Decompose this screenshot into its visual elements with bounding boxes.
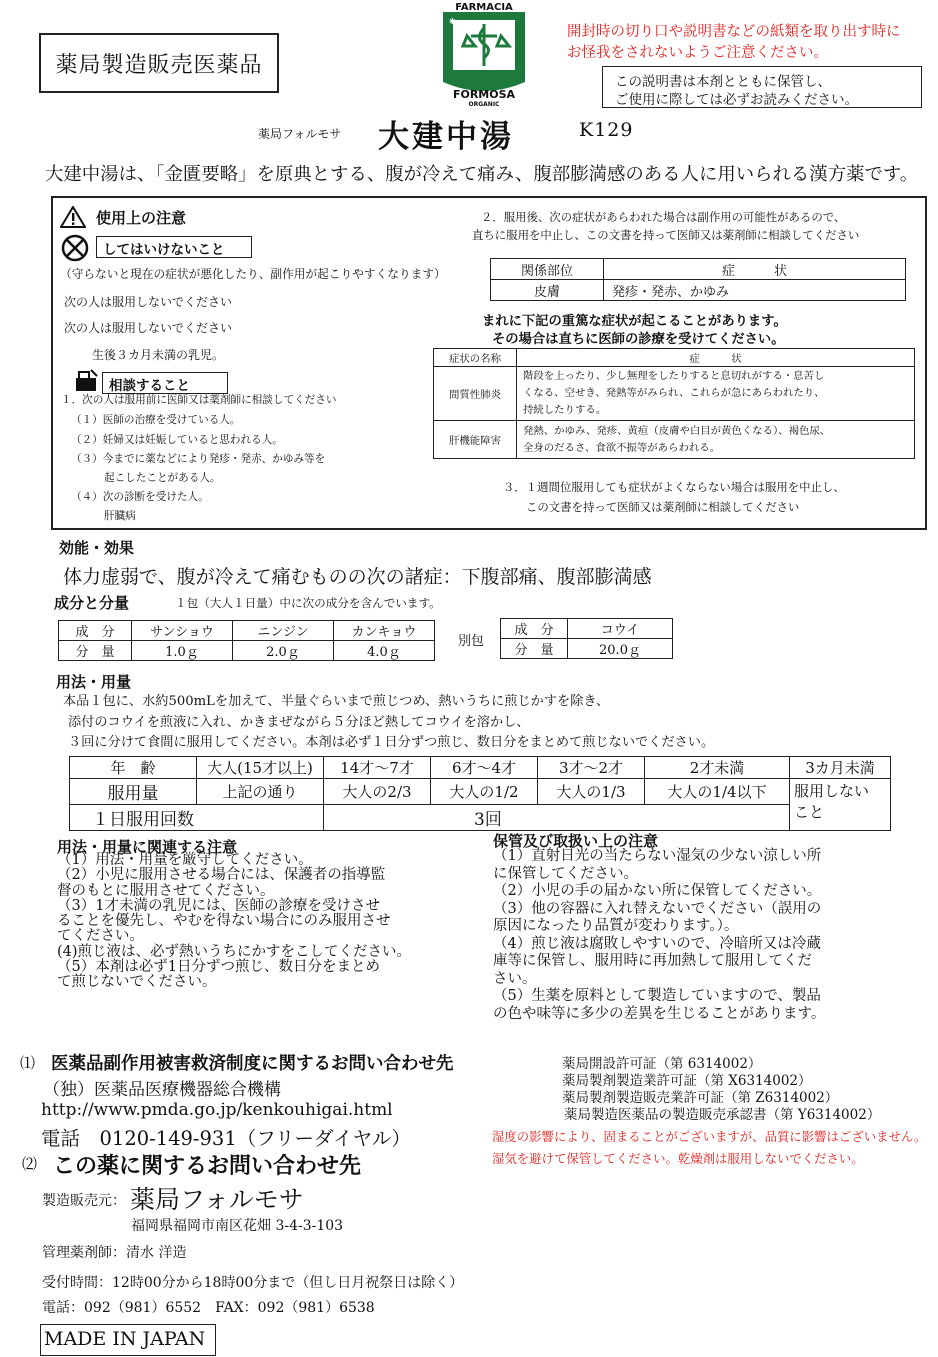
storage-line: の色や味等に多少の差異を生じることがあります。 [493, 1005, 826, 1022]
separate-ingredient-header: 成 分 [501, 619, 568, 639]
storage-line: に保管してください。 [493, 865, 638, 882]
serious-header-name: 症状の名称 [434, 349, 517, 367]
ingredient-amount: 2.0ｇ [233, 641, 334, 661]
license-line: 薬局製剤製造販売業許可証（第 Z6314002） [562, 1090, 839, 1106]
category-label-box [39, 33, 279, 93]
license-line: 薬局開設許可証（第 6314002） [562, 1056, 762, 1072]
phone-fax: 電話：092（981）6552 FAX：092（981）6538 [42, 1300, 375, 1316]
rare-warning-2: その場合は直ちに医師の診療を受けてください。 [492, 332, 785, 347]
dose-cell: 大人の1/3 [538, 779, 645, 805]
amount-header: 分 量 [59, 641, 132, 661]
ingredients-note: １包（大人１日量）中に次の成分を含んでいます。 [175, 596, 441, 610]
serious-row-1-line: くなる、空せき、発熱等がみられ、これらが急にあらわれたり、 [523, 387, 825, 399]
relief-tel: 電話 0120-149-931（フリーダイヤル） [41, 1127, 411, 1150]
serious-row-1-symptom [517, 367, 915, 421]
product-code: K129 [579, 119, 634, 141]
dosage-note-line: （3）1才未満の乳児には、医師の診療を受けさせ [57, 897, 380, 914]
opening-warning-line-1: 開封時の切り口や説明書などの紙類を取り出す時に [567, 24, 901, 40]
consult-icon [74, 368, 100, 392]
prohibited-label-box [96, 236, 252, 258]
dosage-note-line: て煎じないでください。 [57, 974, 217, 991]
age-col: 3才～2才 [538, 757, 645, 779]
dose-cell: 大人の1/4以下 [645, 779, 790, 805]
dosage-notes-title: 用法・用量に関連する注意 [57, 838, 238, 856]
rare-warning-1: まれに下記の重篤な症状が起こることがあります。 [482, 314, 787, 329]
prohibited-label: してはいけないこと [103, 242, 225, 258]
drug-contact-title: この薬に関するお問い合わせ先 [53, 1154, 362, 1179]
storage-line: （4）煎じ液は腐敗しやすいので、冷暗所又は冷蔵 [493, 935, 821, 952]
logo-sub-text: ORGANIC [468, 101, 500, 108]
age-header: 年 齢 [70, 757, 197, 779]
serious-header-symptom: 症 状 [517, 349, 915, 367]
prohibited-note: （守らないと現在の症状が悪化したり、副作用が起こりやすくなります） [60, 267, 446, 281]
dosage-line-3: ３回に分けて食間に服用してください。本剤は必ず１日分ずつ煎じ、数日分をまとめて煎じないでください。 [68, 735, 715, 750]
keep-note-line-1: この説明書は本剤とともに保管し、 [615, 74, 831, 90]
serious-row-2-line: 発熱、かゆみ、発疹、黄疸（皮膚や白目が黄色くなる）、褐色尿、 [523, 424, 831, 437]
maker-label: 製造販売元： [42, 1193, 126, 1209]
serious-row-2-symptom [517, 421, 915, 459]
age-col: 14才～7才 [324, 757, 431, 779]
relief-title: 医薬品副作用被害救済制度に関するお問い合わせ先 [51, 1054, 454, 1074]
brand-logo [437, 2, 531, 112]
logo-bottom-text: FORMOSA [452, 88, 516, 101]
keep-note-box [602, 66, 922, 108]
serious-row-1-name: 間質性肺炎 [434, 367, 517, 421]
side-effect-site: 皮膚 [491, 280, 604, 301]
separate-pack-label: 別包 [458, 634, 485, 649]
warning-triangle-icon [60, 206, 86, 228]
logo-top-text: FARMACIA [455, 2, 513, 13]
relief-number: ⑴ [20, 1054, 36, 1072]
storage-line: （3）他の容器に入れ替えないでください（誤用の [493, 900, 822, 917]
dose-row-label: 服用量 [70, 779, 197, 805]
consult-item-4: （４）次の診断を受けた人。 [71, 491, 209, 503]
ingredients-table [58, 620, 435, 661]
humidity-note-2: 湿気を避けて保管してください。乾燥剤は服用しないでください。 [492, 1151, 864, 1166]
side-effect-header-symptom: 症 状 [604, 259, 906, 280]
dosage-note-line: （1）用法・用量を厳守してください。 [57, 852, 313, 868]
consult-label-box [102, 372, 228, 394]
drug-contact-number: ⑵ [22, 1155, 38, 1173]
storage-line: （2）小児の手の届かない所に保管してください。 [493, 883, 822, 899]
caution-item-3-line-2: この文書を持って医師又は薬剤師に相談してください [526, 500, 800, 514]
age-col: 大人(15才以上) [197, 757, 324, 779]
consult-item-3: （３）今までに薬などにより発疹・発赤、かゆみ等を [71, 453, 326, 465]
caution-item-3-line-1: ３．１週間位服用しても症状がよくならない場合は服用を中止し、 [503, 480, 845, 494]
dosage-note-line: (4)煎じ液は、必ず熱いうちにかすをこしてください。 [57, 943, 412, 960]
ingredient-amount: 1.0ｇ [132, 641, 233, 661]
age-col: 3カ月未満 [790, 757, 891, 779]
dosage-line-2: 添付のコウイを煎液に入れ、かきまぜながら５分ほど熱してコウイを溶かし、 [68, 715, 530, 730]
ingredient-name: ニンジン [233, 621, 334, 641]
ingredients-title: 成分と分量 [54, 594, 130, 612]
relief-org: （独）医薬品医療機器総合機構 [43, 1080, 281, 1100]
caution-title: 使用上の注意 [96, 209, 187, 227]
storage-line: 庫等に保管し、服用時に再加熱して服用してくだ [493, 953, 812, 969]
daily-count-value: 3回 [324, 805, 790, 831]
prohibited-line-3: 生後３カ月未満の乳児。 [92, 348, 225, 362]
made-in-japan: MADE IN JAPAN [44, 1328, 206, 1350]
license-list [562, 1056, 880, 1124]
dosage-title: 用法・用量 [56, 673, 132, 691]
license-line: 薬局製造医薬品の製造販売承認書（第 Y6314002） [564, 1107, 881, 1123]
license-line: 薬局製剤製造業許可証（第 X6314002） [562, 1073, 812, 1089]
not-for-infants-line: こと [794, 803, 825, 821]
maker-name: 薬局フォルモサ [130, 1185, 304, 1214]
ingredient-header: 成 分 [59, 621, 132, 641]
separate-ingredient-amount: 20.0ｇ [568, 639, 673, 659]
storage-line: さい。 [493, 970, 537, 987]
side-effect-header-site: 関係部位 [491, 259, 604, 280]
separate-ingredient-name: コウイ [568, 619, 673, 639]
side-effect-table [490, 258, 906, 301]
separate-amount-header: 分 量 [501, 639, 568, 659]
side-effect-symptom: 発疹・発赤、かゆみ [604, 280, 906, 301]
relief-url: http://www.pmda.go.jp/kenkouhigai.html [41, 1100, 393, 1120]
category-label: 薬局製造販売医薬品 [55, 52, 263, 78]
efficacy-text: 体力虚弱で、腹が冷えて痛むものの次の諸症：下腹部痛、腹部膨満感 [63, 566, 652, 588]
storage-title: 保管及び取扱い上の注意 [493, 832, 659, 850]
ingredient-name: カンキョウ [334, 621, 435, 641]
keep-note-line-2: ご使用に際しては必ずお読みください。 [615, 92, 858, 108]
serious-row-1-line: 階段を上ったり、少し無理をしたりすると息切れがする・息苦し [523, 370, 825, 382]
intro-text: 大建中湯は、「金匱要略」を原典とする、腹が冷えて痛み、腹部膨満感のある人に用いられる漢方薬です。 [45, 164, 919, 185]
reception-hours: 受付時間：12時00分から18時00分まで（但し日月祝祭日は除く） [42, 1275, 464, 1291]
efficacy-title: 効能・効果 [59, 539, 135, 557]
made-in-box [40, 1324, 216, 1356]
prohibited-line-2: 次の人は服用しないでください [64, 321, 233, 335]
storage-line: 原因になったり品質が変わります。）。 [493, 918, 739, 934]
consult-item-2: （２）妊婦又は妊娠していると思われる人。 [71, 434, 283, 446]
separate-ingredient-table [500, 618, 673, 659]
serious-row-2-line: 全身のだるさ、食欲不振等があらわれる。 [523, 441, 721, 454]
pharmacist: 管理薬剤師：清水 洋造 [42, 1245, 187, 1261]
consult-label: 相談すること [109, 378, 190, 394]
serious-row-2-name: 肝機能障害 [434, 421, 517, 459]
humidity-note-1: 湿度の影響により、固まることがございますが、品質に影響はございません。 [492, 1129, 927, 1144]
age-col: 2才未満 [645, 757, 790, 779]
storage-line: （1）直射日光の当たらない湿気の少ない涼しい所 [493, 848, 822, 864]
daily-count-label: １日服用回数 [70, 805, 324, 831]
prohibited-line-1: 次の人は服用しないでください [64, 295, 233, 309]
ingredient-name: サンショウ [132, 621, 233, 641]
not-for-infants-line: 服用しない [794, 782, 870, 800]
dose-cell: 大人の2/3 [324, 779, 431, 805]
prohibited-icon [61, 234, 89, 262]
serious-symptom-table [433, 348, 915, 459]
consult-item-4-detail: 肝臓病 [104, 510, 136, 522]
dosage-notes-list [57, 853, 411, 991]
side-effect-intro-1: ２．服用後、次の症状があらわれた場合は副作用の可能性があるので、 [481, 210, 846, 224]
storage-line: （5）生薬を原料として製造していますので、製品 [493, 988, 821, 1004]
opening-warning-line-2: お怪我をされないようご注意ください。 [567, 45, 828, 61]
not-for-infants-cell [790, 779, 891, 831]
consult-intro: １．次の人は服用前に医師又は薬剤師に相談してください [61, 394, 337, 406]
ingredient-amount: 4.0ｇ [334, 641, 435, 661]
consult-item-1: （１）医師の治療を受けている人。 [71, 414, 241, 426]
dosage-note-line: （2）小児に服用させる場合には、保護者の指導監 [57, 867, 386, 884]
dose-cell: 大人の1/2 [431, 779, 538, 805]
dosage-line-1: 本品１包に、水約500mLを加えて、半量ぐらいまで煎じつめ、熱いうちに煎じかすを除き、 [63, 694, 610, 709]
storage-list [493, 848, 825, 1023]
side-effect-intro-2: 直ちに服用を中止し、この文書を持って医師又は薬剤師に相談してください [472, 228, 860, 242]
age-col: 6才～4才 [431, 757, 538, 779]
dosage-note-line: 督のもとに服用させてください。 [57, 882, 275, 899]
consult-item-3-cont: 起こしたことがある人。 [104, 472, 221, 484]
dosage-table [69, 756, 891, 831]
product-name: 大建中湯 [378, 119, 514, 155]
dose-cell: 上記の通り [197, 779, 324, 805]
dosage-note-line: ることを優先し、やむを得ない場合にのみ服用させ [57, 913, 391, 930]
dosage-note-line: てください。 [57, 928, 144, 945]
dosage-note-line: （5）本剤は必ず1日分ずつ煎じ、数日分をまとめ [57, 959, 380, 976]
brand-small: 薬局フォルモサ [258, 127, 342, 141]
maker-address: 福岡県福岡市南区花畑 3-4-3-103 [131, 1218, 344, 1234]
svg-text:✱: ✱ [449, 17, 456, 26]
serious-row-1-line: 持続したりする。 [523, 404, 607, 416]
